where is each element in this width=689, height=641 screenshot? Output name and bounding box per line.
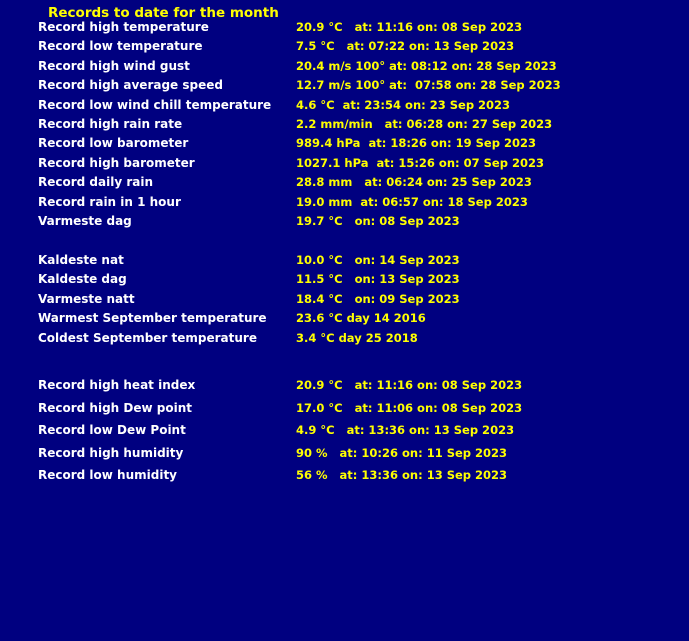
record-row-coldest-september <box>0 331 689 350</box>
record-label: Record high average speed <box>38 78 223 93</box>
record-label: Record low temperature <box>38 39 203 54</box>
record-label: Record rain in 1 hour <box>38 194 181 209</box>
record-value: 19.0 mm at: 06:57 on: 18 Sep 2023 <box>296 194 528 209</box>
record-row-low-wind-chill <box>0 98 689 117</box>
record-label: Record high Dew point <box>38 400 192 415</box>
record-value: 28.8 mm at: 06:24 on: 25 Sep 2023 <box>296 175 532 190</box>
record-row-high-wind-gust <box>0 59 689 78</box>
page-title: Records to date for the month <box>48 5 279 21</box>
record-row-high-barometer <box>0 156 689 175</box>
record-row-low-humidity <box>0 468 689 491</box>
record-value: 20.4 m/s 100° at: 08:12 on: 28 Sep 2023 <box>296 58 557 73</box>
record-row-high-average-speed <box>0 78 689 97</box>
record-label: Record high rain rate <box>38 116 183 131</box>
record-row-high-rain-rate <box>0 117 689 136</box>
record-label: Kaldeste dag <box>38 272 127 287</box>
record-label: Record high humidity <box>38 445 184 460</box>
record-value: 17.0 °C at: 11:06 on: 08 Sep 2023 <box>296 400 523 415</box>
record-value: 90 % at: 10:26 on: 11 Sep 2023 <box>296 445 508 460</box>
record-label: Varmeste dag <box>38 213 132 228</box>
record-value: 4.9 °C at: 13:36 on: 13 Sep 2023 <box>296 423 515 437</box>
record-label: Record low Dew Point <box>38 423 186 437</box>
record-row-low-dew-point <box>0 423 689 446</box>
record-value: 56 % at: 13:36 on: 13 Sep 2023 <box>296 468 508 482</box>
record-label: Record low wind chill temperature <box>38 97 272 112</box>
record-label: Record high temperature <box>38 20 209 34</box>
record-row-low-temperature <box>0 39 689 58</box>
record-row-high-dew-point <box>0 401 689 424</box>
record-value: 1027.1 hPa at: 15:26 on: 07 Sep 2023 <box>296 155 544 170</box>
record-row-low-barometer <box>0 136 689 155</box>
record-label: Record low humidity <box>38 468 178 482</box>
record-row-varmeste-natt <box>0 292 689 311</box>
record-label: Record daily rain <box>38 175 154 190</box>
record-row-rain-1-hour <box>0 195 689 214</box>
record-value: 11.5 °C on: 13 Sep 2023 <box>296 272 460 287</box>
section-monthly-records <box>0 20 689 233</box>
record-row-kaldeste-dag <box>0 272 689 291</box>
record-value: 3.4 °C day 25 2018 <box>296 330 418 345</box>
record-value: 10.0 °C on: 14 Sep 2023 <box>296 253 460 267</box>
record-label: Varmeste natt <box>38 291 135 306</box>
record-label: Record high barometer <box>38 155 195 170</box>
record-row-warmest-september <box>0 311 689 330</box>
section-daily-extremes <box>0 253 689 350</box>
record-row-high-temperature <box>0 20 689 39</box>
record-row-kaldeste-nat <box>0 253 689 272</box>
record-value: 7.5 °C at: 07:22 on: 13 Sep 2023 <box>296 39 515 54</box>
record-value: 989.4 hPa at: 18:26 on: 19 Sep 2023 <box>296 136 536 151</box>
record-row-varmeste-dag <box>0 214 689 233</box>
record-value: 12.7 m/s 100° at: 07:58 on: 28 Sep 2023 <box>296 78 561 93</box>
record-value: 19.7 °C on: 08 Sep 2023 <box>296 213 460 228</box>
record-value: 20.9 °C at: 11:16 on: 08 Sep 2023 <box>296 20 523 34</box>
section-humidity-records <box>0 378 689 491</box>
record-label: Kaldeste nat <box>38 253 124 267</box>
record-value: 4.6 °C at: 23:54 on: 23 Sep 2023 <box>296 97 511 112</box>
record-label: Coldest September temperature <box>38 330 257 345</box>
record-row-high-humidity <box>0 446 689 469</box>
record-value: 23.6 °C day 14 2016 <box>296 311 426 326</box>
record-label: Record high heat index <box>38 378 196 392</box>
record-value: 18.4 °C on: 09 Sep 2023 <box>296 291 460 306</box>
record-label: Record high wind gust <box>38 58 190 73</box>
record-label: Record low barometer <box>38 136 189 151</box>
record-row-high-heat-index <box>0 378 689 401</box>
record-value: 20.9 °C at: 11:16 on: 08 Sep 2023 <box>296 378 523 392</box>
record-row-daily-rain <box>0 175 689 194</box>
record-label: Warmest September temperature <box>38 311 267 326</box>
record-value: 2.2 mm/min at: 06:28 on: 27 Sep 2023 <box>296 116 553 131</box>
